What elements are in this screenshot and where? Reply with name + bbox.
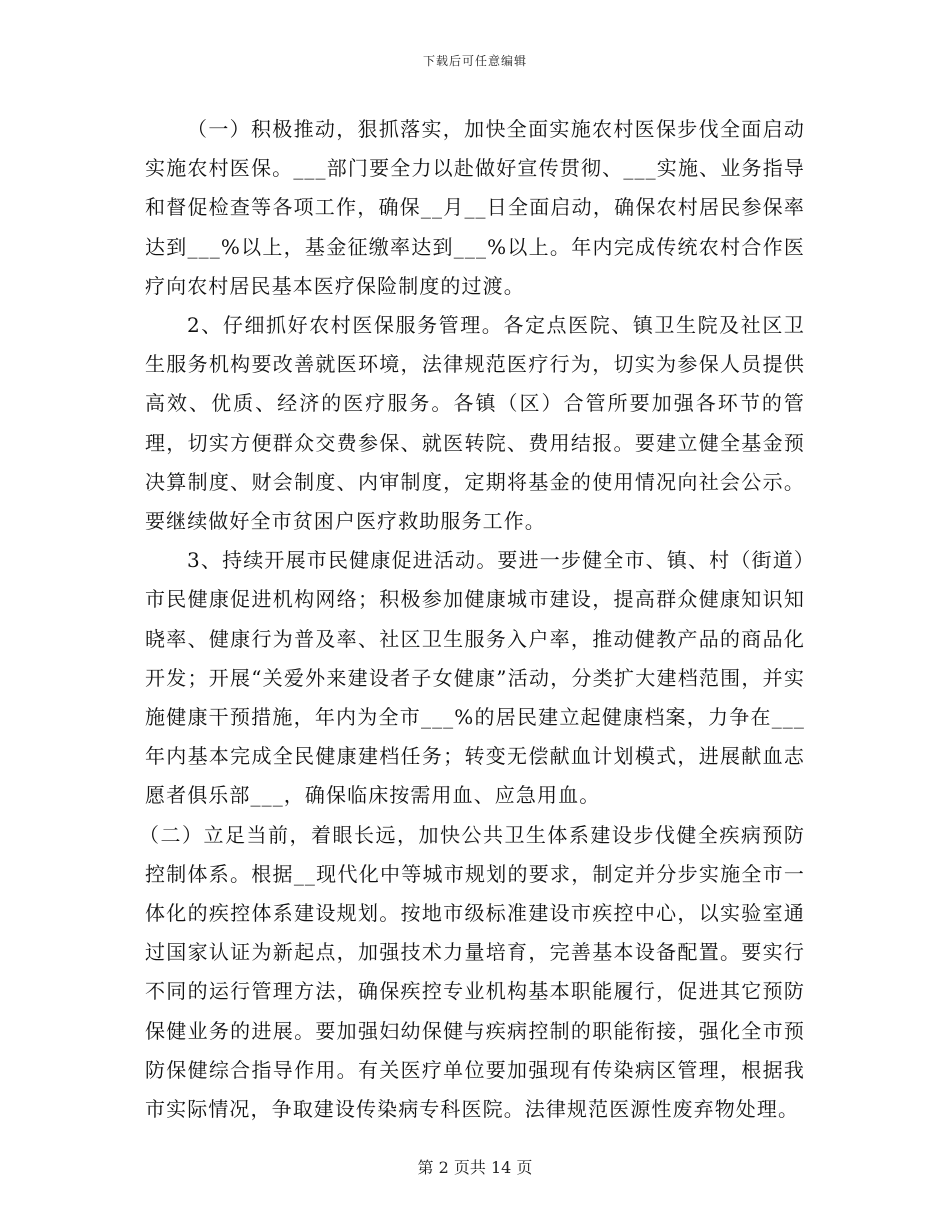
document-body	[139, 110, 805, 1129]
paragraph-item-3: 3、持续开展市民健康促进活动。要进一步健全市、镇、村（街道）市民健康促进机构网络；积极参加健康城市建设，提高群众健康知识知晓率、健康行为普及率、社区卫生服务入户率，推动健教产品的商品化开发；开展“关爱外来建设者子女健康”活动，分类扩大建档范围，并实施健康干预措施，年内为全市___%的居民建立起健康档案，力争在___年内基本完成全民健康建档任务；转变无偿献血计划模式，进展献血志愿者俱乐部___，确保临床按需用血、应急用血。	[145, 548, 805, 808]
page-number: 第 2 页共 14 页	[417, 1158, 533, 1177]
paragraph-section-1: （一）积极推动，狠抓落实，加快全面实施农村医保步伐全面启动实施农村医保。___部门要全力以赴做好宣传贯彻、___实施、业务指导和督促检查等各项工作，确保__月__日全面启动，确保农村居民参保率达到___%以上，基金征缴率达到___%以上。年内完成传统农村合作医疗向农村居民基本医疗保险制度的过渡。	[145, 117, 805, 298]
page-header-note: 下载后可任意编辑	[422, 54, 527, 68]
paragraph-section-2: （二）立足当前，着眼长远，加快公共卫生体系建设步伐健全疾病预防控制体系。根据__现代化中等城市规划的要求，制定并分步实施全市一体化的疾控体系建设规划。按地市级标准建设市疾控中心，以实验室通过国家认证为新起点，加强技术力量培育，完善基本设备配置。要实行不同的运行管理方法，确保疾控专业机构基本职能履行，促进其它预防保健业务的进展。要加强妇幼保健与疾病控制的职能衔接，强化全市预防保健综合指导作用。有关医疗单位要加强现有传染病区管理，根据我市实际情况，争取建设传染病专科医院。法律规范医源性废弃物处理。	[139, 822, 805, 1122]
paragraph-item-2: 2、仔细抓好农村医保服务管理。各定点医院、镇卫生院及社区卫生服务机构要改善就医环境，法律规范医疗行为，切实为参保人员提供高效、优质、经济的医疗服务。各镇（区）合管所要加强各环节的管理，切实方便群众交费参保、就医转院、费用结报。要建立健全基金预决算制度、财会制度、内审制度，定期将基金的使用情况向社会公示。要继续做好全市贫困户医疗救助服务工作。	[145, 313, 805, 534]
